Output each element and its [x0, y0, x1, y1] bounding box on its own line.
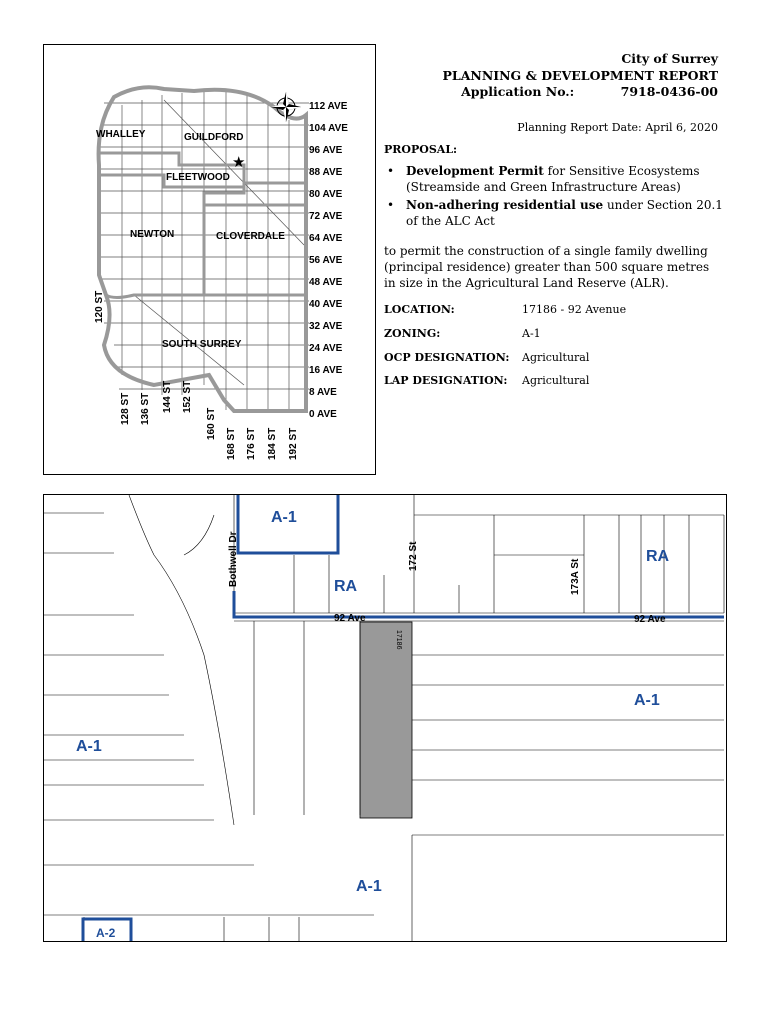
avenue-label: 104 AVE — [309, 123, 348, 134]
avenue-label: 40 AVE — [309, 299, 343, 310]
city-name: City of Surrey — [621, 51, 718, 66]
location-label: LOCATION: — [384, 303, 455, 316]
area-newton: NEWTON — [130, 229, 175, 240]
road-label-172-st: 172 St — [408, 541, 419, 571]
street-label: 176 ST — [246, 427, 257, 460]
avenue-label: 16 AVE — [309, 365, 343, 376]
area-cloverdale: CLOVERDALE — [216, 231, 285, 242]
street-label: 160 ST — [206, 407, 217, 440]
application-number-row — [461, 84, 718, 99]
road-label-173a-st: 173A St — [570, 558, 581, 595]
proposal-item: • Non-adhering residential use under Section 20.1 of the ALC Act — [384, 197, 724, 229]
street-label: 144 ST — [162, 380, 173, 413]
zone-label-ra: RA — [646, 548, 670, 565]
area-fleetwood: FLEETWOOD — [166, 172, 230, 183]
zoning-value: A-1 — [522, 327, 541, 340]
street-label: 184 ST — [267, 427, 278, 460]
avenue-label: 64 AVE — [309, 233, 343, 244]
application-label: Application No.: — [461, 84, 575, 99]
road-label-92-ave: 92 Ave — [334, 613, 366, 624]
zone-label-a1: A-1 — [271, 509, 297, 526]
street-label: 136 ST — [140, 392, 151, 425]
zone-label-a1: A-1 — [634, 692, 660, 709]
avenue-label: 112 AVE — [309, 101, 348, 112]
area-south-surrey: SOUTH SURREY — [162, 339, 242, 350]
street-label: 128 ST — [120, 392, 131, 425]
avenue-label: 96 AVE — [309, 145, 343, 156]
avenue-label: 0 AVE — [309, 409, 337, 420]
proposal-item: • Development Permit for Sensitive Ecosystems (Streamside and Green Infrastructure Areas) — [384, 163, 724, 195]
zone-label-a2: A-2 — [96, 926, 116, 940]
overview-map — [43, 44, 376, 475]
street-label: 120 ST — [94, 290, 105, 323]
avenue-label: 8 AVE — [309, 387, 337, 398]
road-label-bothwell-dr: Bothwell Dr — [228, 531, 239, 587]
avenue-label: 80 AVE — [309, 189, 343, 200]
avenue-label: 56 AVE — [309, 255, 343, 266]
report-date: Planning Report Date: April 6, 2020 — [517, 121, 718, 134]
site-star-icon: ★ — [232, 154, 246, 171]
lap-designation-label: LAP DESIGNATION: — [384, 374, 508, 387]
proposal-list — [384, 163, 724, 231]
ocp-designation-label: OCP DESIGNATION: — [384, 351, 510, 364]
road-label-92-ave: 92 Ave — [634, 614, 666, 625]
zone-label-a1: A-1 — [76, 738, 102, 755]
lap-designation-value: Agricultural — [522, 374, 590, 387]
subject-parcel — [360, 622, 412, 818]
zoning-label: ZONING: — [384, 327, 441, 340]
avenue-label: 88 AVE — [309, 167, 343, 178]
zone-label-ra: RA — [334, 578, 358, 595]
avenue-label: 24 AVE — [309, 343, 343, 354]
report-title: PLANNING & DEVELOPMENT REPORT — [442, 68, 718, 83]
parcel-address-label: 17186 — [395, 630, 402, 650]
avenue-label: 32 AVE — [309, 321, 343, 332]
avenue-label: 48 AVE — [309, 277, 343, 288]
street-label: 152 ST — [182, 380, 193, 413]
avenue-label: 72 AVE — [309, 211, 343, 222]
area-guildford: GUILDFORD — [184, 132, 244, 143]
street-label: 192 ST — [288, 427, 299, 460]
ocp-designation-value: Agricultural — [522, 351, 590, 364]
proposal-label: PROPOSAL: — [384, 143, 458, 156]
area-whalley: WHALLEY — [96, 129, 146, 140]
proposal-purpose: to permit the construction of a single family dwelling (principal residence) greater than 500 square metres in size in the Agricultural Land Reserve (ALR). — [384, 244, 710, 290]
street-label: 168 ST — [226, 427, 237, 460]
location-value: 17186 - 92 Avenue — [522, 303, 627, 316]
application-number: 7918-0436-00 — [620, 84, 718, 99]
zone-label-a1: A-1 — [356, 878, 382, 895]
site-zoning-map — [43, 494, 727, 942]
